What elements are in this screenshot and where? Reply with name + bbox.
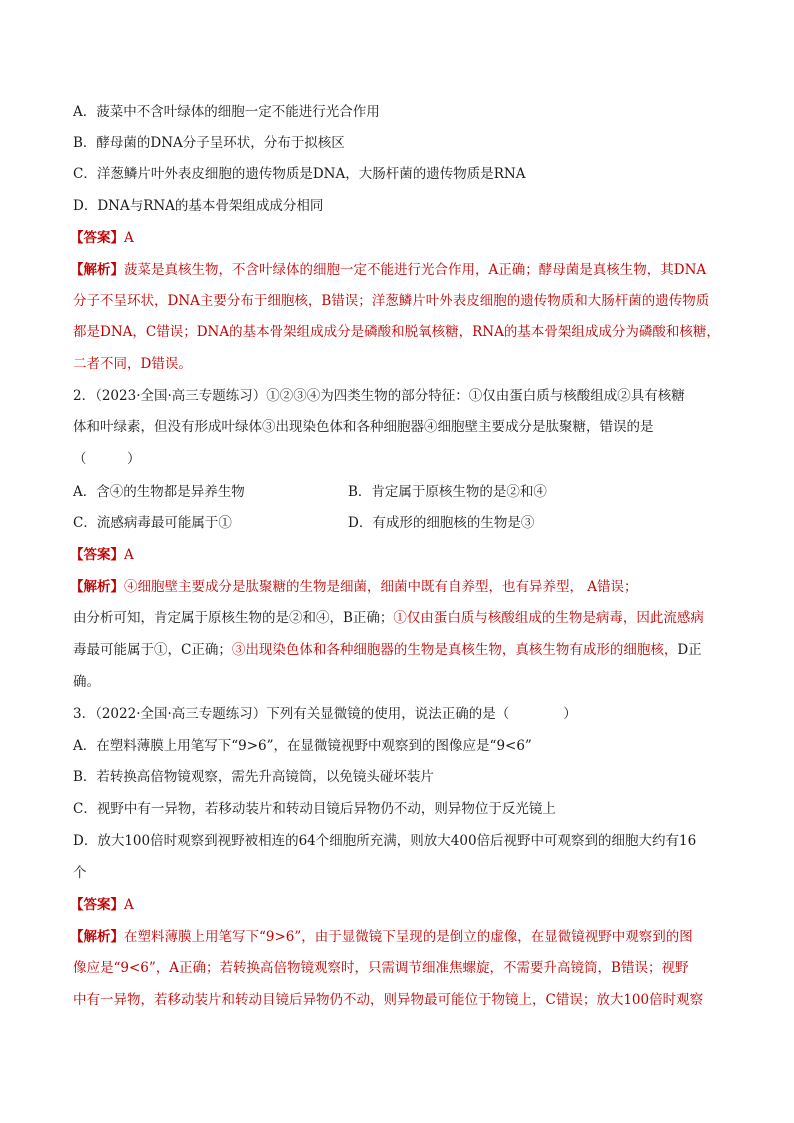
analysis-tag: 【解析】 <box>70 262 124 278</box>
q3-option-c: C．视野中有一异物，若移动装片和转动目镜后异物仍不动，则异物位于反光镜上 <box>73 801 556 817</box>
q3-answer <box>70 895 134 915</box>
q2-answer <box>70 545 134 565</box>
q3-option-d-continued: 个 <box>73 865 87 881</box>
q1-analysis-line-4: 二者不同，D错误。 <box>73 356 192 372</box>
q1-option-b: B．酵母菌的DNA分子呈环状，分布于拟核区 <box>73 135 345 151</box>
q2-option-a: A．含④的生物都是异养生物 <box>73 484 245 500</box>
q2-option-c: C．流感病毒最可能属于① <box>73 515 232 531</box>
answer-tag: 【答案】 <box>70 897 124 913</box>
answer-tag: 【答案】 <box>70 547 124 563</box>
q1-option-c: C．洋葱鳞片叶外表皮细胞的遗传物质是DNA，大肠杆菌的遗传物质是RNA <box>73 166 526 182</box>
analysis-text: 菠菜是真核生物，不含叶绿体的细胞一定不能进行光合作用，A正确；酵母菌是真核生物，其DNA <box>124 262 707 278</box>
q2-stem-line-2: 体和叶绿素，但没有形成叶绿体③出现染色体和各种细胞器④细胞壁主要成分是肽聚糖，错误的是 <box>73 419 654 435</box>
analysis-text: 毒最可能属于①，C正确； <box>73 642 232 658</box>
analysis-text: D正 <box>677 642 702 658</box>
q2-analysis-line-4: 确。 <box>73 674 100 690</box>
analysis-text: 由分析可知，肯定属于原核生物的是②和④，B正确； <box>73 610 394 626</box>
answer-value: A <box>124 897 134 913</box>
analysis-text: ④细胞壁主要成分是肽聚糖的生物是细菌，细菌中既有自养型，也有异养型， A错误； <box>124 579 638 595</box>
answer-value: A <box>124 547 134 563</box>
q1-analysis-line-3: 都是DNA，C错误；DNA的基本骨架组成成分是磷酸和脱氧核糖，RNA的基本骨架组成成分为磷酸和核糖， <box>73 324 720 340</box>
q1-option-a: A．菠菜中不含叶绿体的细胞一定不能进行光合作用 <box>73 104 380 120</box>
q2-option-b: B．肯定属于原核生物的是②和④ <box>348 484 547 500</box>
q2-option-d: D．有成形的细胞核的生物是③ <box>348 515 535 531</box>
q2-stem-line-1: 2．（2023·全国·高三专题练习）①②③④为四类生物的部分特征：①仅由蛋白质与核酸组成②具有核糖 <box>73 388 685 404</box>
q3-analysis-line-1 <box>70 927 693 947</box>
q2-analysis-line-2 <box>73 608 704 628</box>
q1-analysis-line-1 <box>70 260 706 280</box>
q1-option-d: D．DNA与RNA的基本骨架组成成分相同 <box>73 198 324 214</box>
answer-tag: 【答案】 <box>70 230 124 246</box>
analysis-text-highlight: ①仅由蛋白质与核酸组成的生物是病毒，因此流感病 <box>393 610 704 626</box>
q2-analysis-line-3 <box>73 640 702 660</box>
answer-value: A <box>124 230 134 246</box>
analysis-tag: 【解析】 <box>70 579 124 595</box>
q3-option-b: B．若转换高倍物镜观察，需先升高镜筒，以免镜头碰坏装片 <box>73 769 434 785</box>
q2-stem-line-3: （ ） <box>73 451 141 467</box>
q1-answer <box>70 228 134 248</box>
analysis-tag: 【解析】 <box>70 929 124 945</box>
q3-stem: 3．（2022·全国·高三专题练习）下列有关显微镜的使用，说法正确的是（ ） <box>73 706 577 722</box>
q3-option-a: A．在塑料薄膜上用笔写下“9>6”，在显微镜视野中观察到的图像应是“9<6” <box>73 738 532 754</box>
q3-analysis-line-3: 中有一异物，若移动装片和转动目镜后异物仍不动，则异物最可能位于物镜上，C错误；放大100倍时观察 <box>73 992 704 1008</box>
q3-analysis-line-2: 像应是“9<6”，A正确；若转换高倍物镜观察时，只需调节细准焦螺旋，不需要升高镜筒，B错误；视野 <box>73 960 689 976</box>
q1-analysis-line-2: 分子不呈环状，DNA主要分布于细胞核，B错误；洋葱鳞片叶外表皮细胞的遗传物质和大肠杆菌的遗传物质 <box>73 293 710 309</box>
analysis-text-highlight: ③出现染色体和各种细胞器的生物是真核生物，真核生物有成形的细胞核， <box>231 642 678 658</box>
q2-analysis-line-1 <box>70 577 638 597</box>
analysis-text: 在塑料薄膜上用笔写下“9>6”，由于显微镜下呈现的是倒立的虚像，在显微镜视野中观察到的图 <box>124 929 693 945</box>
q3-option-d: D．放大100倍时观察到视野被相连的64个细胞所充满，则放大400倍后视野中可观察到的细胞大约有16 <box>73 833 697 849</box>
